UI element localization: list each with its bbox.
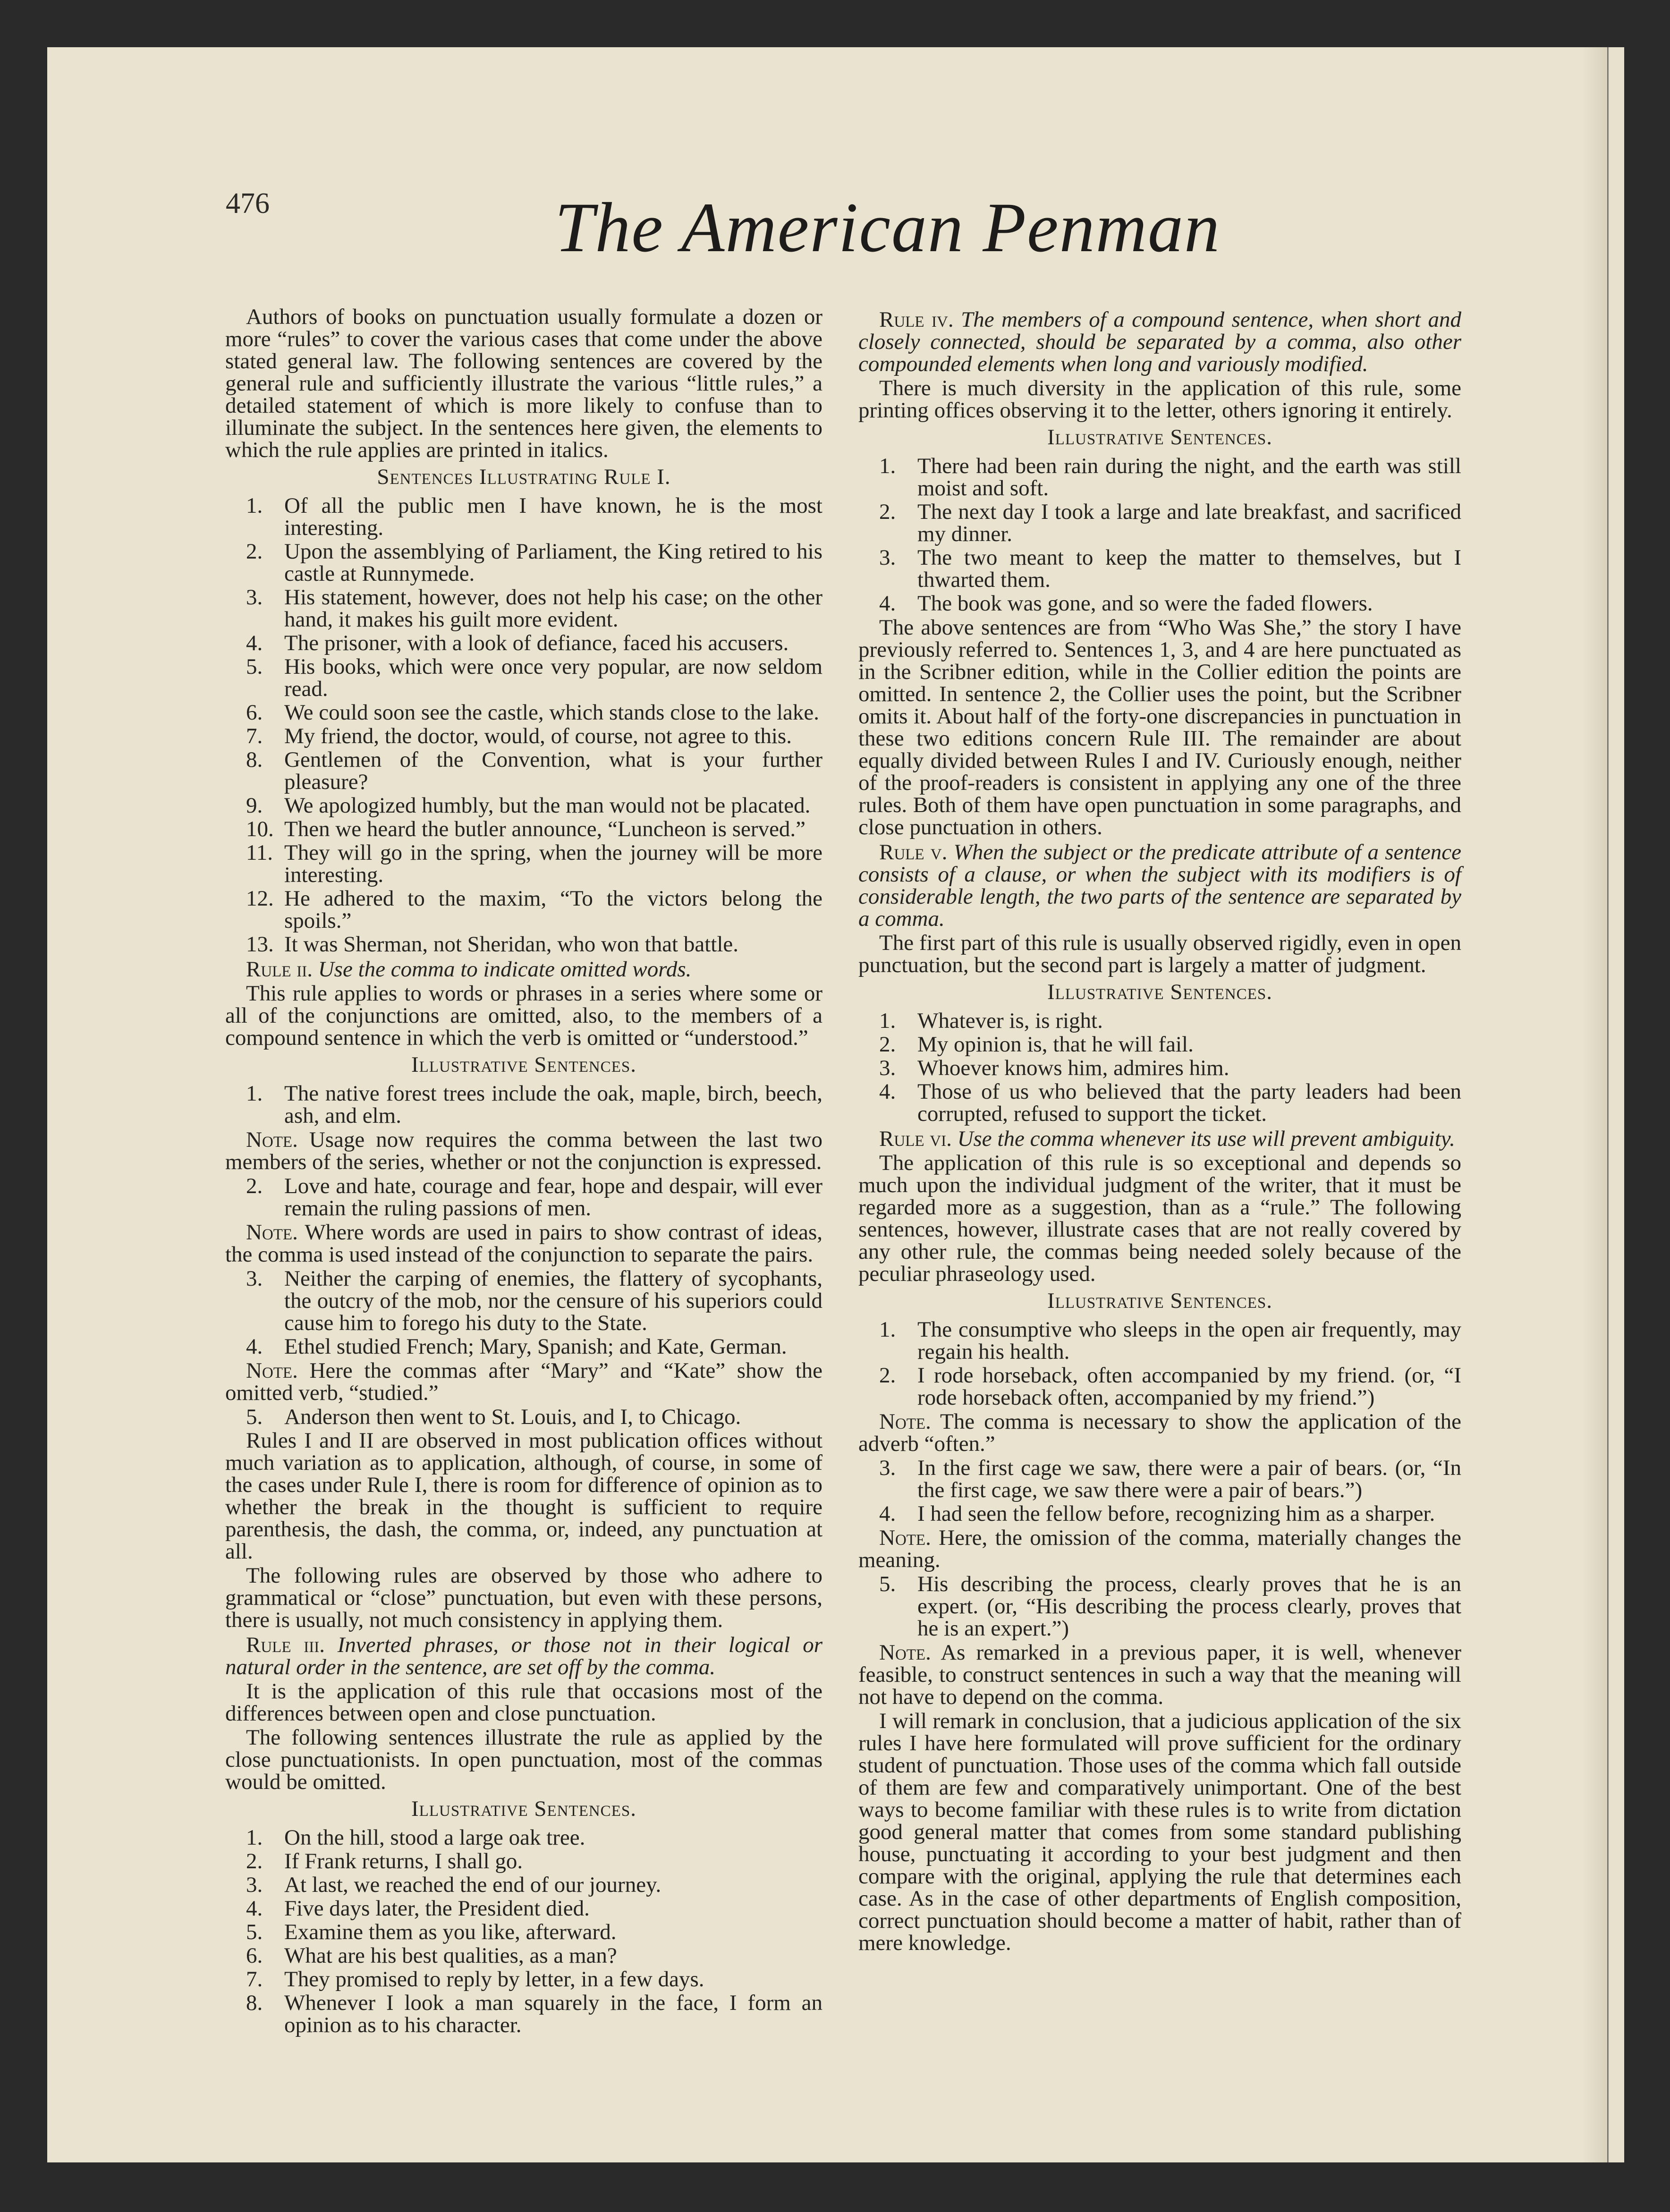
- note: [225, 1129, 822, 1173]
- rule-statement: [858, 1128, 1461, 1150]
- rule-statement: [858, 309, 1461, 375]
- paragraph: The above sentences are from “Who Was She,” the story I have previously referred to. Sentences 1, 3, and 4 are here punctuated as in the Scribner edition, while in the Collier edition the points are omitted. In sentence 2, the Collier uses the point, but the Scribner omits it. About half of the forty-one discrepancies in punctuation in these two editions concern Rule III. The remainder are about equally divided between Rules I and IV. Curiously enough, neither of the proof-readers is consistent in applying any one of the three rules. Both of them have open punctuation in some paragraphs, and close punctuation in others.: [858, 615, 1461, 839]
- list-item: [225, 1336, 822, 1358]
- item-text: Examine them as you like, afterward.: [284, 1920, 617, 1944]
- section-heading: Sentences Illustrating Rule I.: [377, 465, 671, 489]
- item-number: 2.: [246, 1849, 263, 1873]
- item-text: Those of us who believed that the party leaders had been corrupted, refused to support the ticket.: [917, 1079, 1461, 1126]
- list-item: [858, 547, 1461, 591]
- item-number: 2.: [879, 500, 896, 524]
- list-item: [858, 455, 1461, 500]
- item-number: 4.: [879, 591, 896, 616]
- note-text: Usage now requires the comma between the last two members of the series, whether or not the conjunction is expressed.: [225, 1127, 822, 1174]
- list-item: [225, 818, 822, 840]
- item-number: 8.: [246, 1991, 263, 2015]
- item-text: The consumptive who sleeps in the open air frequently, may regain his health.: [917, 1317, 1461, 1364]
- rule-text: Inverted phrases, or those not in their logical or natural order in the sentence, are set off by the comma.: [225, 1633, 822, 1679]
- list-item: [858, 1057, 1461, 1079]
- item-number: 4.: [879, 1501, 896, 1526]
- right-column: [858, 306, 1461, 1956]
- item-number: 2.: [879, 1032, 896, 1057]
- item-text: I rode horseback, often accompanied by my friend. (or, “I rode horseback often, accompanied by my friend.”): [917, 1363, 1461, 1410]
- item-text: Whatever is, is right.: [917, 1009, 1103, 1033]
- note-text: Where words are used in pairs to show contrast of ideas, the comma is used instead of the conjunction to separate the pairs.: [225, 1220, 822, 1267]
- rule-statement: [225, 958, 822, 981]
- list-item: [858, 1573, 1461, 1640]
- section-heading: Illustrative Sentences.: [1047, 1288, 1272, 1313]
- item-number: 5.: [879, 1572, 896, 1596]
- item-text: The prisoner, with a look of defiance, faced his accusers.: [284, 631, 789, 655]
- note: [858, 1411, 1461, 1455]
- list-item: [858, 1364, 1461, 1409]
- rule-label: Rule iv.: [879, 307, 954, 332]
- list-item: [858, 1010, 1461, 1032]
- rule-label: Rule ii.: [246, 957, 313, 982]
- masthead-title: The American Penman: [555, 188, 1221, 267]
- note-label: Note.: [879, 1640, 931, 1665]
- list-item: [858, 1034, 1461, 1056]
- item-text: The native forest trees include the oak, maple, birch, beech, ash, and elm.: [284, 1081, 822, 1128]
- note-text: The comma is necessary to show the application of the adverb “often.”: [858, 1409, 1461, 1456]
- item-text: Upon the assemblying of Parliament, the King retired to his castle at Runnymede.: [284, 539, 822, 586]
- item-text: Of all the public men I have known, he is the most interesting.: [284, 493, 822, 540]
- item-text: Whenever I look a man squarely in the face, I form an opinion as to his character.: [284, 1991, 822, 2037]
- item-number: 6.: [246, 1943, 263, 1968]
- note: [858, 1527, 1461, 1571]
- list-item: [225, 1850, 822, 1873]
- list-item: [225, 749, 822, 793]
- note: [858, 1642, 1461, 1708]
- item-text: He adhered to the maxim, “To the victors belong the spoils.”: [284, 886, 822, 933]
- item-number: 5.: [246, 654, 263, 679]
- page-edge: [1582, 47, 1624, 2162]
- item-number: 7.: [246, 724, 263, 748]
- list-item: [225, 702, 822, 724]
- item-text: The book was gone, and so were the faded flowers.: [917, 591, 1373, 616]
- item-number: 2.: [879, 1363, 896, 1388]
- list-item: [225, 1921, 822, 1943]
- item-number: 1.: [879, 454, 896, 478]
- note-text: Here the commas after “Mary” and “Kate” show the omitted verb, “studied.”: [225, 1358, 823, 1405]
- item-number: 3.: [246, 1873, 263, 1897]
- list-item: [225, 1175, 822, 1220]
- item-text: My friend, the doctor, would, of course, not agree to this.: [284, 724, 792, 748]
- paragraph: This rule applies to words or phrases in a series where some or all of the conjunctions are omitted, also, to the members of a compound sentence in which the verb is omitted or “understood.”: [225, 981, 822, 1050]
- section-heading: Illustrative Sentences.: [1047, 980, 1272, 1004]
- item-number: 12.: [246, 886, 274, 911]
- list-item: [225, 1898, 822, 1920]
- item-number: 4.: [246, 1334, 263, 1359]
- list-item: [225, 933, 822, 956]
- item-text: Whoever knows him, admires him.: [917, 1056, 1229, 1080]
- item-number: 5.: [246, 1920, 263, 1944]
- list-item: [225, 725, 822, 747]
- item-text: The two meant to keep the matter to themselves, but I thwarted them.: [917, 545, 1461, 592]
- paragraph: The following sentences illustrate the rule as applied by the close punctuationists. In open punctuation, most of the commas would be omitted.: [225, 1725, 822, 1794]
- paragraph: It is the application of this rule that occasions most of the differences between open and close punctuation.: [225, 1679, 822, 1726]
- intro-paragraph: Authors of books on punctuation usually formulate a dozen or more “rules” to cover the various cases that come under the above stated general law. The following sentences are covered by the general rule and sufficiently illustrate the various “little rules,” a detailed statement of which is more likely to confuse than to illuminate the subject. In the sentences here given, the elements to which the rule applies are printed in italics.: [225, 305, 822, 462]
- list-item: [858, 1319, 1461, 1363]
- item-text: There had been rain during the night, and the earth was still moist and soft.: [917, 454, 1461, 500]
- list-item: [858, 1503, 1461, 1525]
- item-number: 3.: [246, 1266, 263, 1291]
- note-text: Here, the omission of the comma, materially changes the meaning.: [858, 1526, 1461, 1572]
- item-number: 5.: [246, 1405, 263, 1429]
- note: [225, 1221, 822, 1266]
- page-number: 476: [226, 187, 270, 220]
- list-item: [225, 495, 822, 539]
- item-text: They promised to reply by letter, in a few days.: [284, 1967, 704, 1992]
- sentence-list: [225, 1827, 822, 2036]
- item-text: They will go in the spring, when the journey will be more interesting.: [284, 840, 822, 887]
- item-text: Love and hate, courage and fear, hope and despair, will ever remain the ruling passions of men.: [284, 1174, 822, 1220]
- list-item: [225, 795, 822, 817]
- item-number: 3.: [246, 585, 263, 610]
- item-text: My opinion is, that he will fail.: [917, 1032, 1194, 1057]
- item-number: 10.: [246, 817, 274, 841]
- note-label: Note.: [879, 1409, 931, 1434]
- list-item: [858, 593, 1461, 615]
- rule-statement: [225, 1634, 822, 1678]
- item-text: It was Sherman, not Sheridan, who won that battle.: [284, 932, 739, 957]
- rule-text: Use the comma whenever its use will prevent ambiguity.: [957, 1127, 1455, 1151]
- paragraph: There is much diversity in the application of this rule, some printing offices observing it to the letter, others ignoring it entirely.: [858, 376, 1461, 423]
- item-number: 3.: [879, 1056, 896, 1080]
- note: [225, 1360, 822, 1404]
- list-item: [225, 888, 822, 932]
- item-text: I had seen the fellow before, recognizing him as a sharper.: [917, 1501, 1435, 1526]
- note-label: Note.: [246, 1358, 298, 1383]
- rule-label: Rule vi.: [879, 1127, 952, 1151]
- item-number: 1.: [246, 1825, 263, 1850]
- item-number: 1.: [879, 1317, 896, 1342]
- list-item: [225, 1968, 822, 1991]
- note-label: Note.: [879, 1526, 931, 1550]
- list-item: [225, 1945, 822, 1967]
- item-text: Ethel studied French; Mary, Spanish; and Kate, German.: [284, 1334, 787, 1359]
- list-item: [858, 1081, 1461, 1125]
- list-item: [858, 501, 1461, 545]
- item-text: At last, we reached the end of our journey.: [284, 1873, 661, 1897]
- item-text: Neither the carping of enemies, the flattery of sycophants, the outcry of the mob, nor the censure of his superiors could cause him to forego his duty to the State.: [284, 1266, 822, 1335]
- list-item: [225, 1083, 822, 1127]
- item-number: 3.: [879, 1456, 896, 1480]
- note-label: Note.: [246, 1220, 298, 1245]
- item-number: 8.: [246, 747, 263, 772]
- sentence-list: [858, 1010, 1461, 1125]
- section-heading: Illustrative Sentences.: [411, 1052, 636, 1077]
- item-text: We could soon see the castle, which stands close to the lake.: [284, 700, 820, 725]
- paragraph: The first part of this rule is usually observed rigidly, even in open punctuation, but the second part is largely a matter of judgment.: [858, 931, 1461, 977]
- note-text: As remarked in a previous paper, it is well, whenever feasible, to construct sentences in such a way that the meaning will not have to depend on the comma.: [858, 1640, 1461, 1709]
- item-text: What are his best qualities, as a man?: [284, 1943, 617, 1968]
- rule-text: The members of a compound sentence, when short and closely connected, should be separated by a comma, also other compounded elements when long and variously modified.: [858, 307, 1461, 376]
- list-item: [225, 1992, 822, 2036]
- item-text: Then we heard the butler announce, “Luncheon is served.”: [284, 817, 806, 841]
- rule-statement: [858, 841, 1461, 930]
- list-item: [225, 842, 822, 886]
- paragraph: Rules I and II are observed in most publication offices without much variation as to application, although, of course, in some of the cases under Rule I, there is room for difference of opinion as to whether the break in the thought is sufficient to require parenthesis, the dash, the comma, or, indeed, any punctuation at all.: [225, 1428, 822, 1564]
- paragraph: The following rules are observed by those who adhere to grammatical or “close” punctuation, but even with these persons, there is usually, not much consistency in applying them.: [225, 1563, 822, 1632]
- item-text: We apologized humbly, but the man would not be placated.: [284, 793, 811, 818]
- item-text: In the first cage we saw, there were a pair of bears. (or, “In the first cage, we saw there were a pair of bears.”): [917, 1456, 1461, 1502]
- item-number: 1.: [246, 1081, 263, 1106]
- list-item: [225, 1406, 822, 1428]
- item-number: 7.: [246, 1967, 263, 1992]
- item-text: Gentlemen of the Convention, what is your further pleasure?: [284, 747, 822, 794]
- item-text: The next day I took a large and late breakfast, and sacrificed my dinner.: [917, 500, 1461, 546]
- item-number: 4.: [246, 1896, 263, 1921]
- list-item: [858, 1457, 1461, 1501]
- item-number: 2.: [246, 539, 263, 564]
- list-item: [225, 656, 822, 700]
- item-number: 1.: [879, 1009, 896, 1033]
- item-number: 3.: [879, 545, 896, 570]
- section-heading: Illustrative Sentences.: [411, 1797, 636, 1821]
- sentence-list: [858, 455, 1461, 615]
- item-number: 4.: [246, 631, 263, 655]
- item-text: On the hill, stood a large oak tree.: [284, 1825, 585, 1850]
- item-number: 11.: [246, 840, 273, 865]
- rule-text: Use the comma to indicate omitted words.: [318, 957, 692, 982]
- rule-label: Rule v.: [879, 840, 948, 864]
- item-text: If Frank returns, I shall go.: [284, 1849, 523, 1873]
- item-text: His books, which were once very popular, are now seldom read.: [284, 654, 822, 701]
- item-text: His statement, however, does not help his case; on the other hand, it makes his guilt more evident.: [284, 585, 822, 632]
- rule-label: Rule iii.: [246, 1633, 325, 1657]
- item-number: 2.: [246, 1174, 263, 1198]
- list-item: [225, 1268, 822, 1334]
- item-number: 6.: [246, 700, 263, 725]
- sentence-list: [225, 495, 822, 956]
- conclusion-paragraph: I will remark in conclusion, that a judicious application of the six rules I have here formulated will prove sufficient for the ordinary student of punctuation. Those uses of the comma which fall outside of them are few and comparatively unimportant. One of the best ways to become familiar with these rules is to write from dictation good general matter that comes from some standard publishing house, punctuating it according to your best judgment and then compare with the original, applying the rule that determines each case. As in the case of other departments of English composition, correct punctuation should become a matter of habit, rather than of mere knowledge.: [858, 1709, 1461, 1955]
- list-item: [225, 1827, 822, 1849]
- list-item: [225, 586, 822, 631]
- item-text: His describing the process, clearly proves that he is an expert. (or, “His describing the process clearly, proves that he is an expert.”): [917, 1572, 1461, 1641]
- item-number: 4.: [879, 1079, 896, 1104]
- item-text: Anderson then went to St. Louis, and I, to Chicago.: [284, 1405, 741, 1429]
- item-number: 9.: [246, 793, 263, 818]
- list-item: [225, 541, 822, 585]
- note-label: Note.: [246, 1127, 298, 1152]
- left-column: [225, 306, 822, 2038]
- section-heading: Illustrative Sentences.: [1047, 425, 1272, 449]
- scanned-page: [47, 47, 1624, 2162]
- list-item: [225, 1874, 822, 1896]
- paragraph: The application of this rule is so exceptional and depends so much upon the individual judgment of the writer, that it must be regarded more as a suggestion, than as a “rule.” The following sentences, however, illustrate cases that are not really covered by any other rule, the commas being needed solely because of the peculiar phraseology used.: [858, 1151, 1461, 1286]
- rule-text: When the subject or the predicate attribute of a sentence consists of a clause, or when the subject with its modifiers is of considerable length, the two parts of the sentence are separated by a comma.: [858, 840, 1462, 931]
- item-number: 13.: [246, 932, 274, 957]
- item-text: Five days later, the President died.: [284, 1896, 590, 1921]
- item-number: 1.: [246, 493, 263, 518]
- list-item: [225, 632, 822, 654]
